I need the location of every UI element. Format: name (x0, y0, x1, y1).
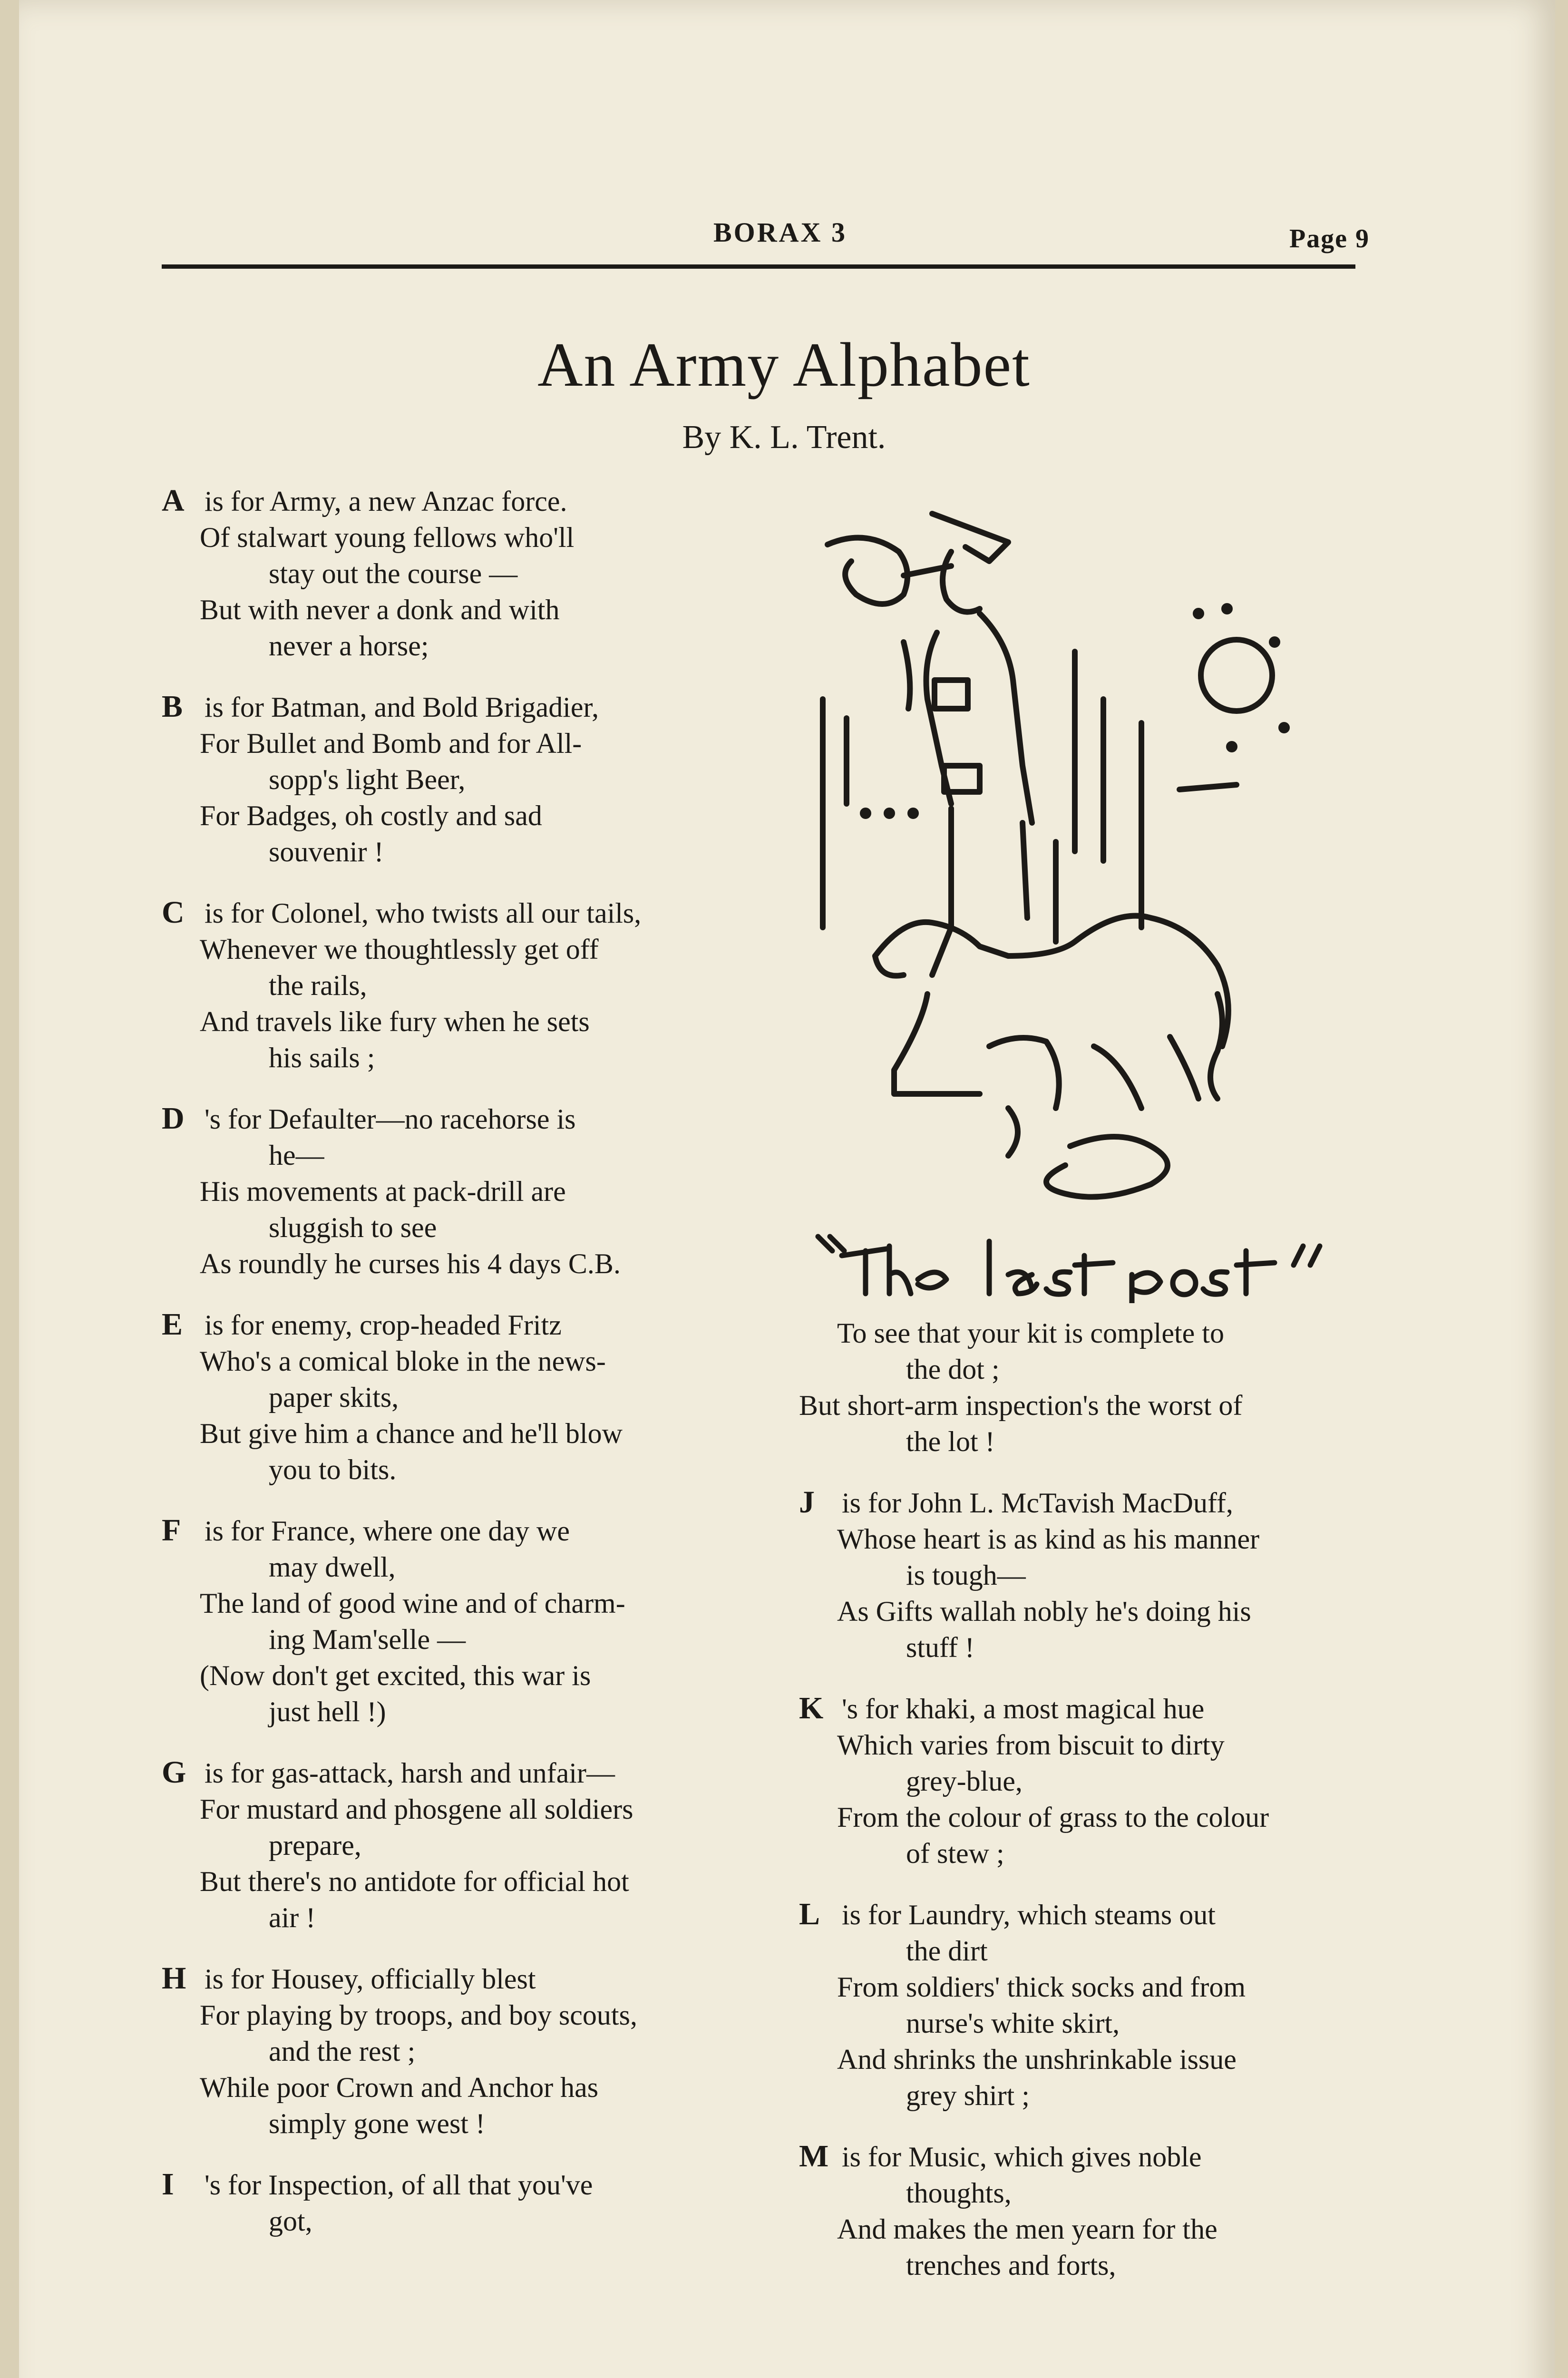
verse-line: From the colour of grass to the colour (837, 1802, 1269, 1833)
stanza-first-text: 's for Defaulter—no racehorse is (205, 1103, 576, 1135)
right-column (799, 1315, 1353, 2308)
stanza-first-line (162, 1754, 728, 1791)
stanza-letter: K (799, 1691, 824, 1725)
verse-line: For playing by troops, and boy scouts, (200, 1999, 637, 2031)
verse-line: As roundly he curses his 4 days C.B. (200, 1248, 621, 1279)
verse-line: For Bullet and Bomb and for All- (200, 728, 582, 759)
stanza-first-text: is for Housey, officially blest (205, 1963, 536, 1995)
verse-line: of stew ; (906, 1838, 1004, 1869)
verse-line: sluggish to see (269, 1212, 437, 1243)
stanza-letter: C (162, 895, 185, 930)
verse-line: may dwell, (269, 1551, 396, 1583)
verse-line: grey-blue, (906, 1765, 1023, 1797)
verse-line: And makes the men yearn for the (837, 2213, 1217, 2245)
stanza-first-line (162, 1306, 728, 1343)
verse-line: nurse's white skirt, (906, 2008, 1120, 2039)
stanza-first-text: is for John L. McTavish MacDuff, (842, 1487, 1233, 1519)
stanza-m (799, 2138, 1353, 2283)
verse-line: prepare, (269, 1830, 361, 1861)
stanza-letter: F (162, 1513, 181, 1548)
stanza-letter: E (162, 1307, 183, 1342)
verse-line: souvenir ! (269, 836, 384, 867)
verse-line: trenches and forts, (906, 2250, 1116, 2281)
stanza-i (162, 2166, 728, 2239)
stanza-l (799, 1896, 1353, 2114)
stanza-first-text: is for Laundry, which steams out (842, 1899, 1216, 1930)
verse-line: the rails, (269, 970, 367, 1001)
page-header (181, 216, 1374, 278)
stanza-first-text: is for Army, a new Anzac force. (205, 486, 567, 517)
stanza-first-text: is for Colonel, who twists all our tails, (205, 897, 642, 929)
stanza-c (162, 895, 728, 1076)
stanza-letter: G (162, 1755, 186, 1790)
stanza-b (162, 689, 728, 870)
verse-line: But with never a donk and with (200, 594, 560, 625)
stanza-first-text: is for gas-attack, harsh and unfair— (205, 1757, 615, 1789)
stanza-e (162, 1306, 728, 1488)
verse-line: Which varies from biscuit to dirty (837, 1729, 1225, 1761)
stanza-first-line (799, 2138, 1353, 2175)
stanza-continued (799, 1315, 1353, 1460)
dog-icon (875, 916, 1228, 1046)
stanza-letter: B (162, 689, 183, 724)
verse-line: While poor Crown and Anchor has (200, 2072, 599, 2103)
left-column (162, 483, 728, 2264)
verse-line: Of stalwart young fellows who'll (200, 522, 575, 553)
verse-line: As Gifts wallah nobly he's doing his (837, 1596, 1251, 1627)
stanza-first-text: is for Music, which gives noble (842, 2141, 1202, 2173)
verse-line: From soldiers' thick socks and from (837, 1971, 1246, 2003)
stanza-k (799, 1690, 1353, 1871)
header-rule (162, 264, 1355, 269)
bugle-icon (828, 538, 907, 604)
stanza-first-line (162, 1960, 728, 1997)
verse-line: (Now don't get excited, this war is (200, 1660, 591, 1691)
stanza-letter: I (162, 2167, 174, 2202)
verse-line: simply gone west ! (269, 2108, 485, 2139)
sun-icon (1201, 640, 1272, 711)
stanza-first-line (162, 1512, 728, 1549)
verse-line: the dirt (906, 1935, 988, 1967)
verse-line: paper skits, (269, 1382, 399, 1413)
verse-line: grey shirt ; (906, 2080, 1030, 2111)
stanza-first-line (799, 1896, 1353, 1933)
verse-line: his sails ; (269, 1042, 375, 1073)
poem-title: An Army Alphabet (537, 330, 1031, 400)
stanza-first-line (162, 483, 728, 519)
stanza-first-line (162, 689, 728, 725)
verse-line: Whose heart is as kind as his manner (837, 1523, 1260, 1555)
verse-line: is tough— (906, 1559, 1026, 1591)
verse-line: thoughts, (906, 2177, 1012, 2209)
stanza-letter: J (799, 1485, 815, 1520)
stanza-letter: H (162, 1961, 186, 1996)
verse-line: the dot ; (906, 1354, 1000, 1385)
stanza-j (799, 1484, 1353, 1666)
stanza-a (162, 483, 728, 664)
stanza-letter: A (162, 483, 185, 518)
stanza-first-line (162, 2166, 728, 2203)
verse-line: And shrinks the unshrinkable issue (837, 2044, 1237, 2075)
stanza-letter: D (162, 1101, 185, 1136)
verse-line: and the rest ; (269, 2036, 416, 2067)
stanza-g (162, 1754, 728, 1936)
stanza-letter: M (799, 2139, 829, 2173)
verse-line: he— (269, 1140, 324, 1171)
stanza-first-text: 's for Inspection, of all that you've (205, 2169, 593, 2201)
page-number: Page 9 (1289, 224, 1370, 253)
verse-line: For Badges, oh costly and sad (200, 800, 542, 831)
verse-line: His movements at pack-drill are (200, 1176, 566, 1207)
caption-lettering (808, 1227, 1355, 1303)
stanza-h (162, 1960, 728, 2142)
verse-line: For mustard and phosgene all soldiers (200, 1793, 633, 1825)
stanza-first-line (162, 895, 728, 931)
verse-line: But short-arm inspection's the worst of (799, 1390, 1243, 1421)
verse-line: stay out the course — (269, 558, 518, 589)
stanza-first-text: is for Batman, and Bold Brigadier, (205, 692, 599, 723)
hat-icon (932, 514, 1008, 561)
verse-line: just hell !) (269, 1696, 386, 1727)
illustration-caption (808, 1227, 1355, 1303)
verse-line: And travels like fury when he sets (200, 1006, 590, 1037)
verse-line: Who's a comical bloke in the news- (200, 1345, 606, 1377)
verse-line: you to bits. (269, 1454, 397, 1485)
poem-byline: By K. L. Trent. (682, 419, 886, 456)
stanza-d (162, 1101, 728, 1282)
stanza-first-text: is for enemy, crop-headed Fritz (205, 1309, 562, 1341)
verse-line: sopp's light Beer, (269, 764, 466, 795)
verse-line: The land of good wine and of charm- (200, 1588, 625, 1619)
stanza-first-text: 's for khaki, a most magical hue (842, 1693, 1205, 1725)
verse-line: Whenever we thoughtlessly get off (200, 934, 599, 965)
stanza-first-line (799, 1690, 1353, 1727)
verse-line: the lot ! (906, 1426, 995, 1457)
verse-line: stuff ! (906, 1632, 974, 1663)
stanza-first-text: is for France, where one day we (205, 1515, 570, 1547)
stanza-first-line (162, 1101, 728, 1137)
verse-line: To see that your kit is complete to (837, 1317, 1224, 1349)
stanza-first-line (799, 1484, 1353, 1521)
verse-line: ing Mam'selle — (269, 1624, 466, 1655)
verse-line: But there's no antidote for official hot (200, 1866, 629, 1897)
verse-line: got, (269, 2205, 312, 2237)
stanza-f (162, 1512, 728, 1730)
verse-line: air ! (269, 1902, 316, 1933)
bugler-illustration (808, 499, 1355, 1308)
verse-line: never a horse; (269, 630, 429, 662)
stanza-letter: L (799, 1897, 820, 1931)
verse-line: But give him a chance and he'll blow (200, 1418, 623, 1449)
magazine-title: BORAX 3 (713, 217, 847, 248)
